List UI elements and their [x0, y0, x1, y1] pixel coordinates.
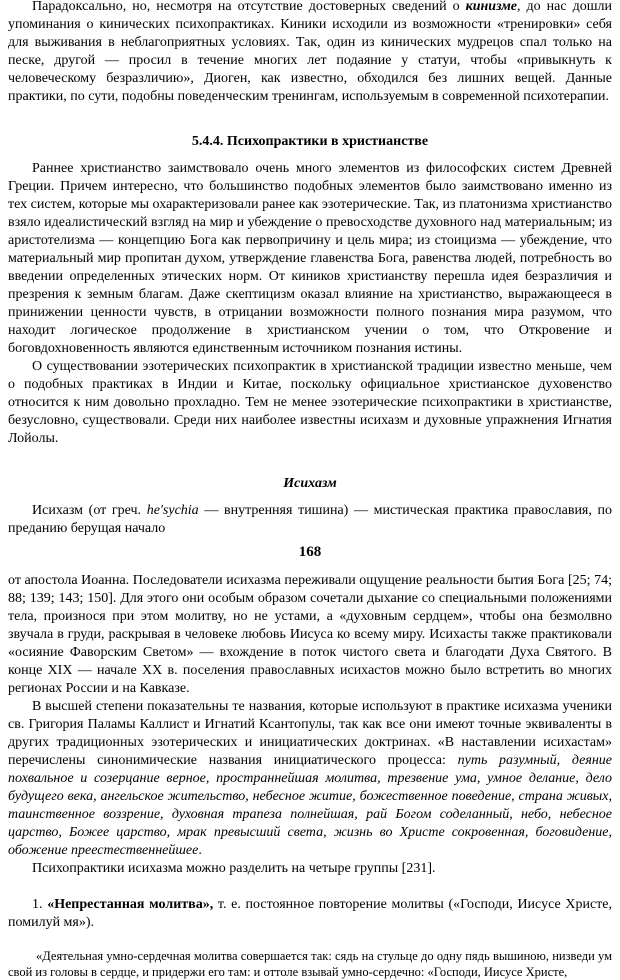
greek-term: he'sychia	[146, 503, 199, 518]
block-quote: «Деятельная умно-сердечная молитва совершается так: сядь на стульце до одну пядь вышиною, низведи ум свой из головы в сердце, и придержи его там: и оттоле взывай умно-сердечно: «Господи, Иисусе Христе,	[8, 949, 612, 979]
text: Парадоксально, но, несмотря на отсутствие достоверных сведений о	[32, 0, 466, 14]
text: .	[198, 843, 202, 858]
text: — внутренняя тишина) — мистическая практика православия, по преданию берущая начало	[8, 503, 613, 536]
text: , до нас дошли упоминания о кинических психопрактиках. Киники исходили из возможности «тренировки» себя для выживания в неблагоприятных условиях. Так, один из кинических мудрецов спал только на песке, другой — просил в течение многих лет подаяние у статуи, чтобы «привыкнуть к человеческому безразличию», Диоген, как известно, обходился без лишних вещей. Данные практики, по сути, подобны поведенческим тренингам, используемым в современной психотерапии.	[8, 0, 612, 104]
text: Исихазм (от греч.	[32, 503, 147, 518]
item-number: 1.	[32, 897, 48, 912]
paragraph-hesychasm-1	[8, 502, 612, 538]
document-page	[8, 0, 612, 980]
text: В высшей степени показательны те названия, которые используют в практике исихазма ученики св. Григория Паламы Каллист и Игнатий Ксантопулы, так как все они имеют точные эквиваленты в других традиционных эзотерических и инициатических доктринах. «В наставлении исихастам» перечислены синонимические названия инициатического процесса:	[8, 699, 612, 768]
paragraph-hesychasm-2: от апостола Иоанна. Последователи исихазма переживали ощущение реальности бытия Бога [25; 74; 88; 139; 143; 150]. Для этого они особым образом сочетали дыхание со специальными положениями тела, произнося при этом молитву, но не устами, а «духовным сердцем», чтобы она безмолвно звучала в груди, раскрывая в человеке любовь Иисуса ко всему миру. Исихасты также практиковали «осияние Фаворским Светом» — вхождение в поток чистого света и благодати Духа Святого. В конце XIX — начале XX в. поселения православных исихастов можно было встретить во многих регионах России и на Кавказе.	[8, 573, 612, 696]
page-number: 168	[298, 544, 322, 560]
item-text: т. е. постоянное повторение молитвы («Господи, Иисусе Христе, помилуй мя»).	[8, 897, 612, 930]
section-title: 5.4.4. Психопрактики в христианстве	[191, 134, 429, 149]
paragraph-christianity-1: Раннее христианство заимствовало очень много элементов из философских систем Древней Греции. Причем интересно, что большинство подобных элементов было заимствовано именно из тех систем, которые мы охарактеризовали ранее как эзотерические. Так, из платонизма христианство взяло идеалистический взгляд на мир и убеждение о превосходстве духовного над материальным; из аристотелизма — концепцию Бога как первопричину и цель мира; из стоицизма — убеждение, что материальный мир пропитан духом, утверждение главенства Бога, равенства людей, потребность во введении определенных этических норм. От киников христианству перешла идея безразличия и презрения к земным благам. Даже скептицизм оказал влияние на христианство, выражающееся в принижении ценности чувств, в отрицании возможности полного познания мира разумом, что находит логическое продолжение в христианском учении о том, что Откровение и боговдохновенность являются единственным источником познания истины.	[8, 161, 612, 356]
paragraph-hesychasm-4: Психопрактики исихазма можно разделить на четыре группы [231].	[32, 861, 436, 876]
term-kinizm: кинизме	[465, 0, 517, 14]
paragraph-hesychasm-3	[8, 698, 612, 860]
paragraph-cynics	[8, 0, 612, 106]
item-title: «Непрестанная молитва»,	[47, 897, 214, 912]
paragraph-christianity-2: О существовании эзотерических психопрактик в христианской традиции известно меньше, чем о подобных практиках в Индии и Китае, поскольку официальное христианское духовенство относится к ним довольно прохладно. Тем не менее эзотерические психопрактики в христианстве, безусловно, существовали. Среди них наиболее известны исихазм и духовные упражнения Игнатия Лойолы.	[8, 359, 612, 446]
subsection-title: Исихазм	[283, 476, 337, 491]
list-item-1	[8, 896, 612, 932]
synonym-list: путь разумный, деяние похвальное и созерцание верное, пространнейшая молитва, трезвение ума, умное делание, дело будущего века, ангельское жительство, небесное житие, божественное поведение, страна живых, таинственное воззрение, духовная трапеза полнейшая, рай Богом соделанный, небо, небесное царство, Божее царство, мрак превысший света, жизнь во Христе сокровенная, боговидение, обожение преестественнейшее	[8, 753, 612, 858]
